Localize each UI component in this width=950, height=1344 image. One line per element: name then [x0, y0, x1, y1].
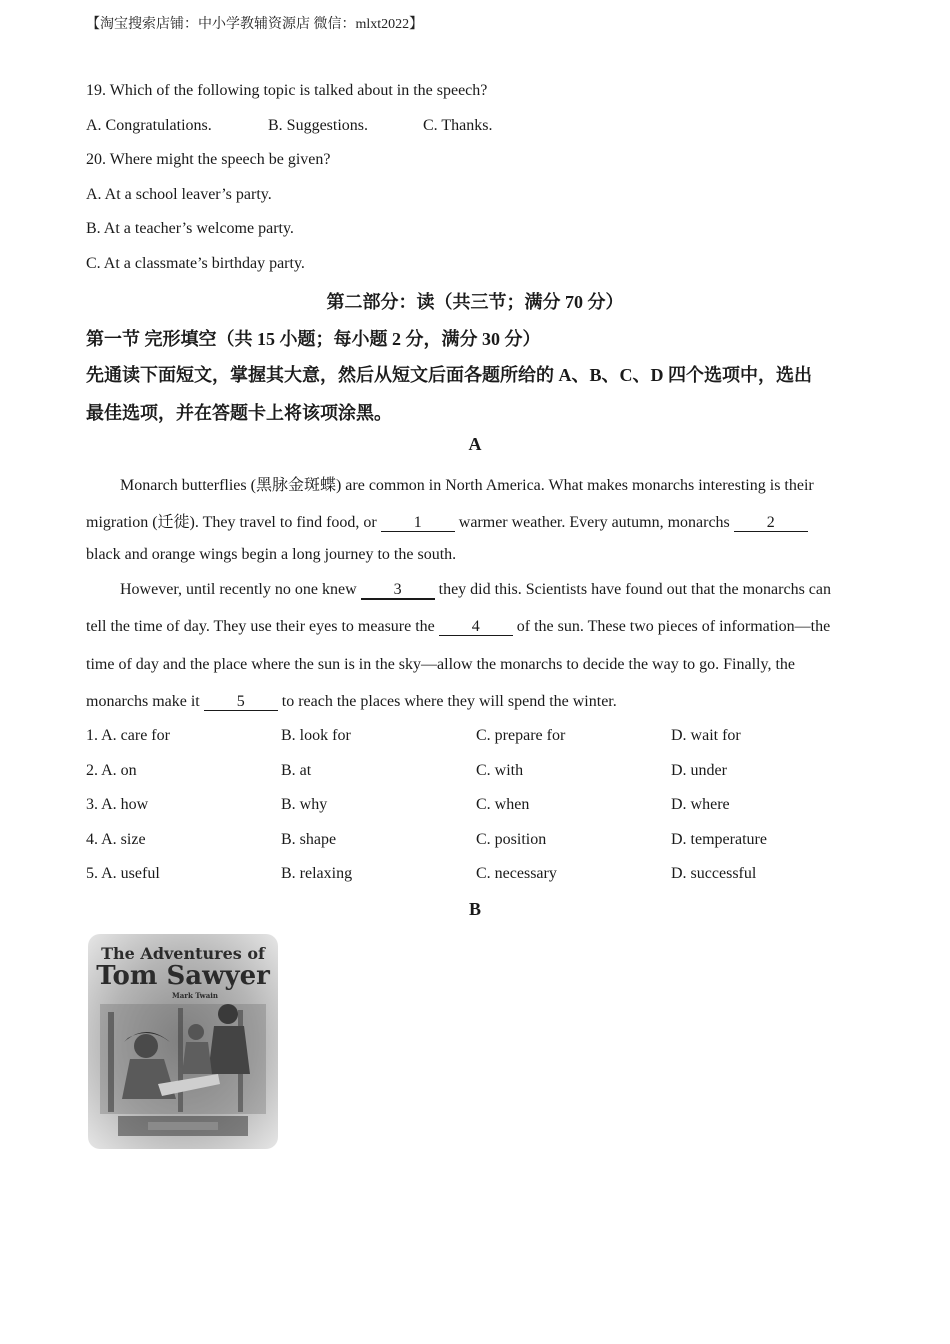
q19-option-b: B. Suggestions. [268, 117, 369, 134]
blank-4[interactable]: 4 [439, 619, 513, 636]
option-b[interactable]: B. shape [281, 831, 337, 848]
passage-a-p2-line2 [86, 618, 830, 636]
q19-option-a: A. Congratulations. [86, 117, 212, 134]
q20-option-b: B. At a teacher’s welcome party. [86, 220, 294, 237]
passage-a-p2-line3: time of day and the place where the sun is in the sky—allow the monarchs to decide the way to go. Finally, the [86, 656, 795, 673]
q20-option-a: A. At a school leaver’s party. [86, 186, 272, 203]
option-b[interactable]: B. at [281, 762, 312, 779]
option-c[interactable]: C. necessary [476, 865, 557, 882]
passage-text: they did this. Scientists have found out that the monarchs can [434, 581, 831, 598]
option-d[interactable]: D. temperature [671, 831, 767, 848]
option-a[interactable]: 5. A. useful [86, 865, 160, 882]
cover-title-line2: Tom Sawyer [96, 961, 270, 991]
passage-text: monarchs make it [86, 693, 204, 710]
passage-text: However, until recently no one knew [120, 581, 361, 598]
cover-author: Mark Twain [171, 991, 218, 1000]
passage-text: migration (迁徙). They travel to find food, or [86, 514, 381, 531]
q20-option-c: C. At a classmate’s birthday party. [86, 255, 305, 272]
blank-3[interactable]: 3 [361, 582, 435, 600]
option-d[interactable]: D. successful [671, 865, 757, 882]
option-b[interactable]: B. why [281, 796, 328, 813]
option-row [86, 831, 767, 849]
option-row [86, 727, 741, 745]
option-d[interactable]: D. wait for [671, 727, 741, 744]
section1-title: 第一节 完形填空（共 15 小题；每小题 2 分，满分 30 分） [86, 329, 541, 349]
passage-a-p1-line2 [86, 509, 808, 532]
passage-text: of the sun. These two pieces of information—the [512, 618, 831, 635]
option-row [86, 796, 730, 814]
blank-1[interactable]: 1 [381, 515, 455, 532]
passage-a-p1-line1: Monarch butterflies (黑脉金斑蝶) are common in North America. What makes monarchs interesting is their [120, 477, 814, 494]
passage-a-heading: A [468, 434, 482, 454]
book-illustration [88, 934, 278, 1149]
option-a[interactable]: 3. A. how [86, 796, 149, 813]
passage-a-p2-line4 [86, 693, 617, 711]
passage-b-heading: B [468, 899, 481, 919]
passage-a-p2-line1 [86, 581, 831, 600]
option-row [86, 865, 756, 883]
option-c[interactable]: C. when [476, 796, 530, 813]
instructions-line2: 最佳选项，并在答题卡上将该项涂黑。 [86, 403, 392, 423]
option-row [86, 762, 727, 780]
instructions-line1: 先通读下面短文，掌握其大意，然后从短文后面各题所给的 A、B、C、D 四个选项中，选出 [86, 365, 812, 385]
book-cover-image [88, 934, 278, 1149]
passage-text: tell the time of day. They use their eyes to measure the [86, 618, 439, 635]
passage-a-p1-line3: black and orange wings begin a long journey to the south. [86, 546, 457, 563]
cover-title-line1: The Adventures of [101, 944, 265, 963]
blank-5[interactable]: 5 [204, 694, 278, 711]
option-b[interactable]: B. relaxing [281, 865, 353, 882]
q19-stem: 19. Which of the following topic is talked about in the speech? [86, 82, 488, 99]
q19-options [86, 117, 492, 135]
q19-option-c: C. Thanks. [423, 117, 493, 134]
option-c[interactable]: C. position [476, 831, 547, 848]
q20-stem: 20. Where might the speech be given? [86, 151, 331, 168]
option-a[interactable]: 1. A. care for [86, 727, 170, 744]
option-d[interactable]: D. where [671, 796, 730, 813]
option-c[interactable]: C. with [476, 762, 524, 779]
passage-text: warmer weather. Every autumn, monarchs [454, 514, 734, 531]
option-b[interactable]: B. look for [281, 727, 351, 744]
option-a[interactable]: 4. A. size [86, 831, 146, 848]
passage-text: to reach the places where they will spend the winter. [277, 693, 617, 710]
option-d[interactable]: D. under [671, 762, 727, 779]
option-c[interactable]: C. prepare for [476, 727, 566, 744]
option-a[interactable]: 2. A. on [86, 762, 137, 779]
shop-header: 【淘宝搜索店铺：中小学教辅资源店 微信：mlxt2022】 [86, 17, 424, 32]
blank-2[interactable]: 2 [734, 515, 808, 532]
part2-title: 第二部分：读（共三节；满分 70 分） [326, 292, 624, 312]
